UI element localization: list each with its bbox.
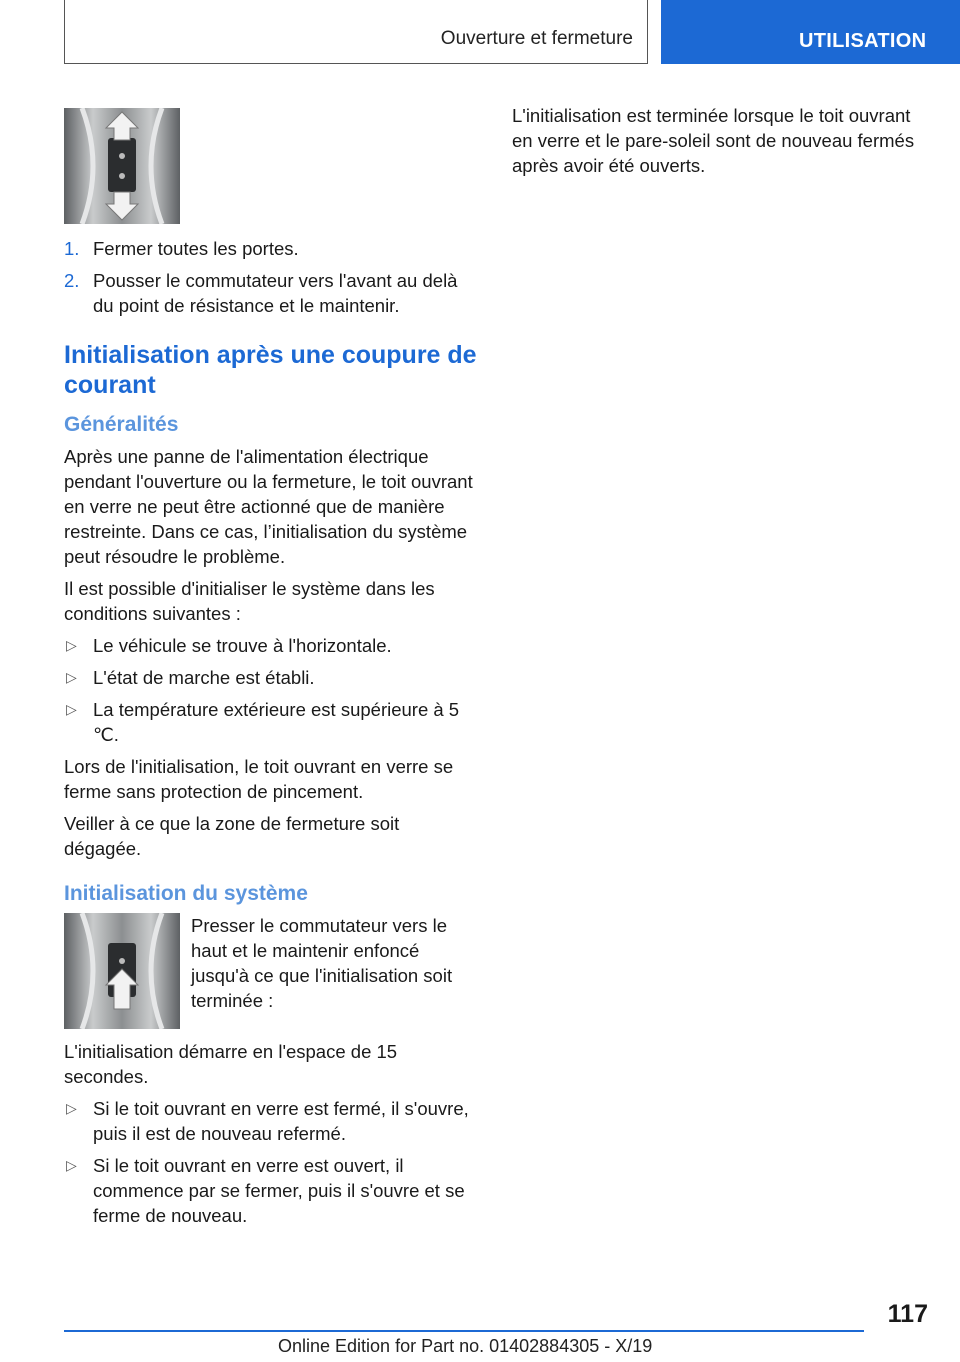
triangle-bullet-icon: ▷ <box>66 701 77 717</box>
list-item: ▷ Le véhicule se trouve à l'horizontale. <box>66 635 392 656</box>
conditions-list <box>64 633 480 747</box>
system-intro-row <box>64 913 480 1029</box>
header-chapter-box <box>661 0 960 64</box>
list-item: ▷ Si le toit ouvrant en verre est ouvert, il commence par se fermer, puis il s'ouvre et se ferme de nouveau. <box>66 1155 465 1226</box>
list-item: ▷ Si le toit ouvrant en verre est fermé, il s'ouvre, puis il est de nouveau refermé. <box>66 1098 469 1144</box>
heading-system-initialisation: Initialisation du système <box>64 882 308 905</box>
general-paragraph-1: Après une panne de l'alimentation électrique pendant l'ouverture ou la fermeture, le toit ouvrant en verre ne peut être actionné que de manière restreinte. Dans ce cas, l’initialisation du système peut résoudre le problème. <box>64 446 473 567</box>
header-chapter-title: UTILISATION <box>799 30 927 52</box>
system-paragraph-1: L'initialisation démarre en l'espace de 15 secondes. <box>64 1041 398 1087</box>
roof-switch-press-up-illustration <box>64 913 180 1029</box>
system-bullets-list <box>64 1096 480 1228</box>
list-item: 1. Fermer toutes les portes. <box>64 238 299 259</box>
triangle-bullet-icon: ▷ <box>66 637 77 653</box>
triangle-bullet-icon: ▷ <box>66 1100 77 1116</box>
list-item: ▷ L'état de marche est établi. <box>66 667 315 688</box>
general-paragraph-3: Lors de l'initialisation, le toit ouvrant en verre se ferme sans protection de pincement. <box>64 756 454 802</box>
heading-generalites: Généralités <box>64 413 179 436</box>
footer-divider <box>64 1330 864 1332</box>
general-paragraph-4: Veiller à ce que la zone de fermeture soit dégagée. <box>64 813 400 859</box>
list-item: 2. Pousser le commutateur vers l'avant au delà du point de résistance et le maintenir. <box>64 270 458 316</box>
left-column <box>64 108 480 1235</box>
triangle-bullet-icon: ▷ <box>66 1157 77 1173</box>
list-item: ▷ La température extérieure est supérieure à 5 ℃. <box>66 699 460 745</box>
right-column <box>512 103 932 185</box>
heading-initialisation-power: Initialisation après une coupure de courant <box>64 341 477 399</box>
general-paragraph-2: Il est possible d'initialiser le système dans les conditions suivantes : <box>64 578 435 624</box>
right-paragraph-1: L'initialisation est terminée lorsque le toit ouvrant en verre et le pare-soleil sont de nouveau fermés après avoir été ouverts. <box>512 105 915 176</box>
header-section-box <box>64 0 648 64</box>
system-intro-text: Presser le commutateur vers le haut et le maintenir enfoncé jusqu'à ce que l'initialisation soit terminée : <box>191 915 453 1011</box>
triangle-bullet-icon: ▷ <box>66 669 77 685</box>
steps-list <box>64 236 480 318</box>
roof-switch-push-illustration <box>64 108 180 224</box>
footer-edition: Online Edition for Part no. 01402884305 - X/19 <box>278 1336 653 1356</box>
page-number: 117 <box>887 1300 928 1328</box>
header-section-title: Ouverture et fermeture <box>440 28 633 49</box>
